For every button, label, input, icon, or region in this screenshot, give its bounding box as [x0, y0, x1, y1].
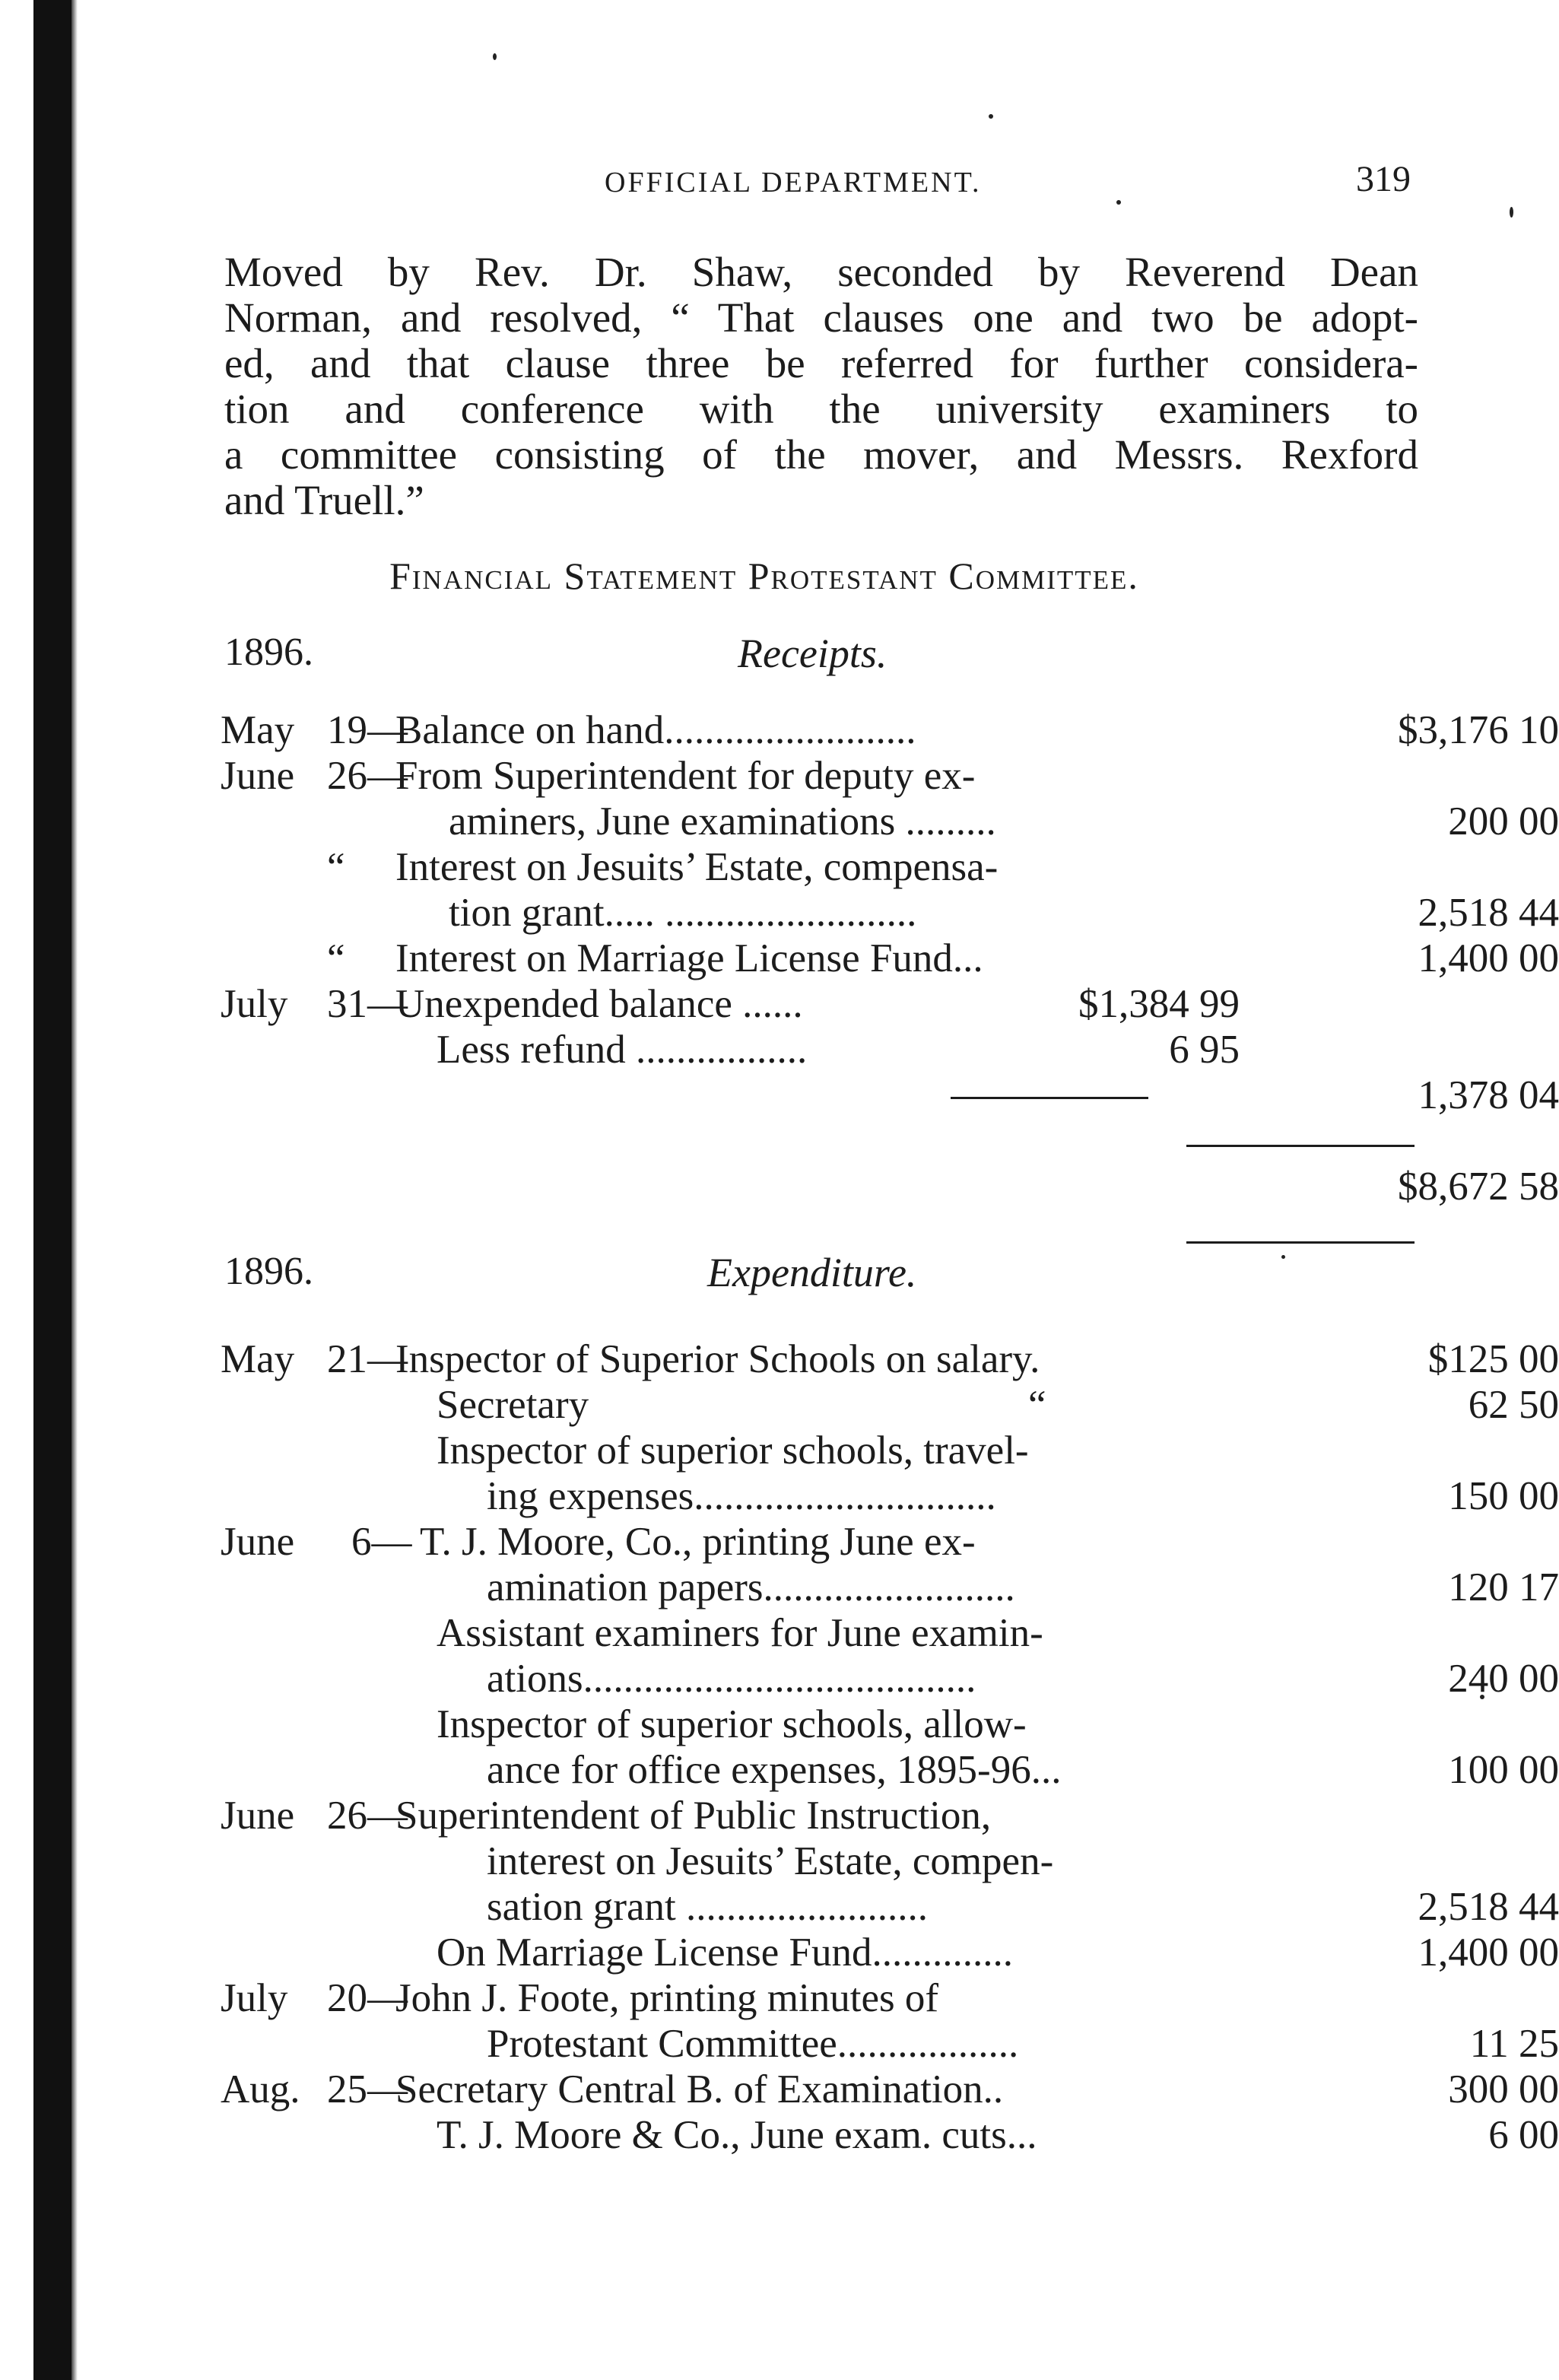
ledger-row	[221, 1975, 1422, 2021]
ledger-row	[221, 1382, 1559, 1428]
receipts-heading: Receipts.	[738, 631, 887, 676]
entry-description: Inspector of superior schools, allow-	[437, 1702, 1027, 1746]
scan-speck	[1281, 1255, 1285, 1259]
ledger-row	[221, 1702, 1422, 1747]
entry-description: aminers, June examinations .........	[449, 799, 996, 844]
ledger-row	[221, 1072, 1559, 1118]
entry-day: 31—	[327, 982, 408, 1026]
entry-subamount: $1,384 99	[1078, 982, 1240, 1026]
entry-description: amination papers.........................	[487, 1565, 1015, 1609]
ledger-row	[221, 2112, 1559, 2158]
scan-speck	[493, 53, 497, 60]
ledger-row	[221, 707, 1559, 753]
entry-amount: 300 00	[1448, 2067, 1559, 2111]
ledger-row	[221, 844, 1422, 890]
receipts-total-row	[221, 1164, 1559, 1209]
total-rule	[1186, 1145, 1415, 1147]
ditto-mark: “	[1028, 1383, 1046, 1427]
entry-description: Balance on hand.........................	[395, 708, 916, 752]
entry-amount: 240 00	[1448, 1657, 1559, 1701]
entry-description: Protestant Committee..................	[487, 2022, 1019, 2066]
binding-shadow	[33, 0, 71, 2380]
entry-description: Interest on Jesuits’ Estate, compensa-	[395, 845, 999, 889]
entry-description: Assistant examiners for June examin-	[437, 1611, 1043, 1655]
entry-day: 26—	[327, 754, 408, 798]
paragraph-line: Norman, and resolved, “ That clauses one and two be adopt-	[224, 294, 1418, 341]
paragraph-line: Moved by Rev. Dr. Shaw, seconded by Reverend Dean	[224, 249, 1418, 295]
entry-day: 20—	[327, 1976, 408, 2020]
ledger-row	[221, 1747, 1559, 1793]
entry-description: Inspector of superior schools, travel-	[437, 1428, 1029, 1473]
entry-month: June	[221, 1520, 295, 1564]
scan-speck	[1116, 200, 1121, 205]
ledger-row	[221, 1838, 1422, 1884]
paragraph-line: a committee consisting of the mover, and Messrs. Rexford	[224, 431, 1418, 478]
ledger-row	[221, 1473, 1559, 1519]
ledger-row	[221, 1565, 1559, 1610]
ledger-row	[221, 753, 1422, 799]
motion-paragraph	[224, 249, 1418, 523]
ledger-row	[221, 1027, 1422, 1072]
ditto-mark: “	[327, 845, 345, 889]
entry-description: Superintendent of Public Instruction,	[395, 1794, 992, 1838]
ledger-row	[221, 1336, 1559, 1382]
paragraph-line: tion and conference with the university examiners to	[224, 386, 1418, 432]
entry-month: July	[221, 982, 288, 1026]
entry-description: T. J. Moore & Co., June exam. cuts...	[437, 2113, 1037, 2157]
entry-description: sation grant ........................	[487, 1885, 928, 1929]
running-title: OFFICIAL DEPARTMENT.	[605, 167, 982, 199]
page-number: 319	[1356, 159, 1411, 199]
entry-description: Inspector of Superior Schools on salary.	[395, 1337, 1040, 1381]
total-rule	[1186, 1241, 1415, 1244]
entry-month: May	[221, 708, 295, 752]
entry-description: tion grant..... .........................	[449, 891, 917, 935]
ledger-row	[221, 1930, 1559, 1975]
entry-month: May	[221, 1337, 295, 1381]
entry-description: interest on Jesuits’ Estate, compen-	[487, 1839, 1054, 1883]
entry-description: ations.......................................	[487, 1657, 976, 1701]
entry-description: Unexpended balance ......	[395, 982, 803, 1026]
expenditure-heading: Expenditure.	[707, 1250, 917, 1295]
entry-amount: 100 00	[1448, 1748, 1559, 1792]
entry-day: 21—	[327, 1337, 408, 1381]
entry-amount: 150 00	[1448, 1474, 1559, 1518]
entry-day: 26—	[327, 1794, 408, 1838]
entry-amount: $3,176 10	[1398, 708, 1559, 752]
ledger-row	[221, 1793, 1422, 1838]
paragraph-line: and Truell.”	[224, 477, 424, 523]
entry-description: Less refund .................	[437, 1028, 808, 1072]
entry-amount: 2,518 44	[1418, 891, 1559, 935]
ledger-row	[221, 936, 1559, 981]
binding-edge	[71, 0, 78, 2380]
ledger-row	[221, 2067, 1559, 2112]
entry-subamount: 6 95	[1169, 1028, 1240, 1072]
entry-amount: 62 50	[1468, 1383, 1559, 1427]
entry-amount: 11 25	[1469, 2022, 1559, 2066]
entry-description: ance for office expenses, 1895-96...	[487, 1748, 1062, 1792]
receipts-year: 1896.	[224, 631, 313, 674]
ledger-row	[221, 1519, 1422, 1565]
paragraph-line: ed, and that clause three be referred for further considera-	[224, 340, 1418, 386]
entry-amount: 1,378 04	[1418, 1073, 1559, 1117]
entry-description: Interest on Marriage License Fund...	[395, 936, 983, 980]
entry-amount: 1,400 00	[1418, 936, 1559, 980]
entry-description: ing expenses..............................	[487, 1474, 996, 1518]
entry-amount: 6 00	[1488, 2113, 1559, 2157]
entry-month: June	[221, 754, 295, 798]
entry-day: 25—	[327, 2067, 408, 2111]
financial-statement-title: Financial Statement Protestant Committee.	[389, 554, 1139, 597]
entry-description: From Superintendent for deputy ex-	[395, 754, 976, 798]
entry-amount: 120 17	[1448, 1565, 1559, 1609]
entry-day: 6—	[351, 1520, 412, 1564]
entry-description: On Marriage License Fund..............	[437, 1930, 1014, 1975]
ledger-row	[221, 890, 1559, 936]
ledger-row	[221, 2021, 1559, 2067]
ledger-row	[221, 1656, 1559, 1702]
entry-description: Secretary Central B. of Examination..	[395, 2067, 1004, 2111]
ledger-row	[221, 1610, 1422, 1656]
ledger-row	[221, 1428, 1422, 1473]
entry-month: Aug.	[221, 2067, 300, 2111]
entry-amount: 200 00	[1448, 799, 1559, 844]
entry-description: T. J. Moore, Co., printing June ex-	[420, 1520, 976, 1564]
entry-description: John J. Foote, printing minutes of	[395, 1976, 939, 2020]
ditto-mark: “	[327, 936, 345, 980]
ledger-row	[221, 1884, 1559, 1930]
entry-amount: $125 00	[1427, 1337, 1559, 1381]
entry-description: Secretary	[437, 1383, 589, 1427]
entry-amount: 2,518 44	[1418, 1885, 1559, 1929]
entry-amount: 1,400 00	[1418, 1930, 1559, 1975]
entry-day: 19—	[327, 708, 408, 752]
expenditure-year: 1896.	[224, 1250, 313, 1293]
entry-month: June	[221, 1794, 295, 1838]
ledger-row	[221, 981, 1422, 1027]
receipts-total: $8,672 58	[1398, 1165, 1559, 1209]
entry-month: July	[221, 1976, 288, 2020]
scan-speck	[1510, 207, 1513, 218]
ledger-row	[221, 799, 1559, 844]
scan-speck	[989, 114, 993, 119]
